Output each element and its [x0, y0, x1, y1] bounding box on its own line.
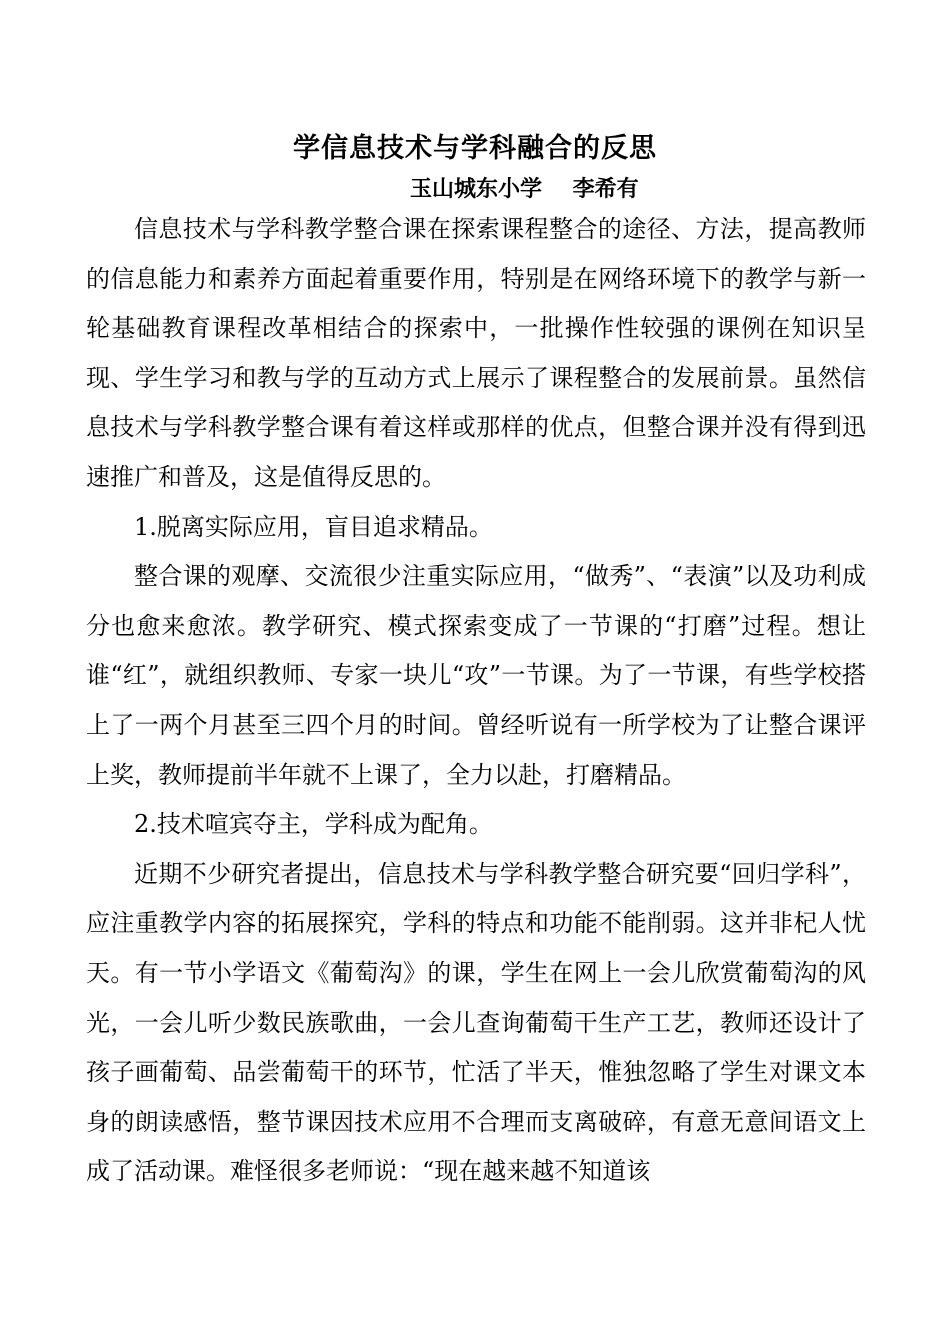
document-body	[86, 205, 866, 1197]
document-author: 玉山城东小学 李希有	[410, 177, 639, 202]
document-title: 学信息技术与学科融合的反思	[293, 133, 657, 164]
section-heading: 1.脱离实际应用，盲目追求精品。	[134, 512, 493, 541]
body-paragraph: 近期不少研究者提出，信息技术与学科教学整合研究要“回归学科”，应注重教学内容的拓展探究，学科的特点和功能不能削弱。这并非杞人忧天。有一节小学语文《葡萄沟》的课，学生在网上一会儿欣赏葡萄沟的风光，一会儿听少数民族歌曲，一会儿查询葡萄干生产工艺，教师还设计了孩子画葡萄、品尝葡萄干的环节，忙活了半天，惟独忽略了学生对课文本身的朗读感悟，整节课因技术应用不合理而支离破碎，有意无意间语文上成了活动课。难怪很多老师说：“现在越来越不知道该	[86, 859, 866, 1186]
body-paragraph: 整合课的观摩、交流很少注重实际应用，“做秀”、“表演”以及功利成分也愈来愈浓。教学研究、模式探索变成了一节课的“打磨”过程。想让谁“红”，就组织教师、专家一块儿“攻”一节课。为了一节课，有些学校搭上了一两个月甚至三四个月的时间。曾经听说有一所学校为了让整合课评上奖，教师提前半年就不上课了，全力以赴，打磨精品。	[86, 562, 866, 789]
body-paragraph: 信息技术与学科教学整合课在探索课程整合的途径、方法，提高教师的信息能力和素养方面起着重要作用，特别是在网络环境下的教学与新一轮基础教育课程改革相结合的探索中，一批操作性较强的课例在知识呈现、学生学习和教与学的互动方式上展示了课程整合的发展前景。虽然信息技术与学科教学整合课有着这样或那样的优点，但整合课并没有得到迅速推广和普及，这是值得反思的。	[86, 215, 866, 491]
section-heading: 2.技术喧宾夺主，学科成为配角。	[134, 810, 493, 839]
